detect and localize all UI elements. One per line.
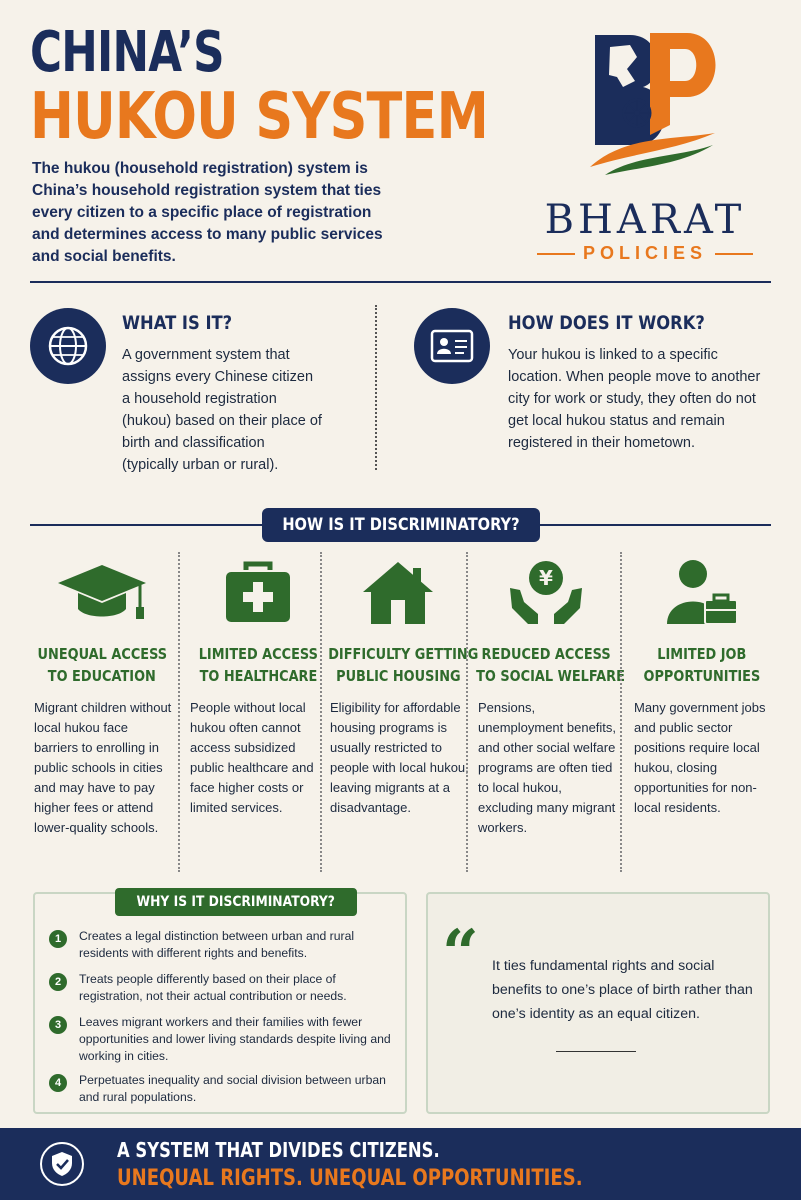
healthcare-text: People without local hukou often cannot access subsidized public healthcare and face higher costs or limited services. [190, 700, 314, 815]
education-column [26, 555, 178, 875]
bp-logo-mark-icon [575, 25, 725, 175]
jobs-title-l1: LIMITED JOB [657, 645, 747, 663]
how-does-it-work-section [414, 300, 774, 470]
shield-check-icon [40, 1142, 84, 1186]
graduation-cap-svg [56, 561, 148, 625]
why-text: Treats people differently based on their place of registration, not their actual contribution or needs. [79, 972, 347, 1003]
column-divider-1 [178, 552, 180, 872]
id-card-icon-svg [430, 329, 474, 363]
welfare-title [464, 643, 628, 687]
welfare-column [470, 555, 625, 875]
globe-icon [30, 308, 106, 384]
quote-mark-icon: “ [442, 916, 479, 991]
jobs-text: Many government jobs and public sector positions require local hukou, closing opportunities for non-local residents. [634, 700, 766, 815]
welfare-title-l1: REDUCED ACCESS [481, 645, 611, 663]
why-number: 1 [49, 930, 67, 948]
why-number: 4 [49, 1074, 67, 1092]
person-briefcase-icon [626, 555, 778, 630]
globe-icon-svg [46, 324, 90, 368]
house-icon [322, 555, 474, 630]
logo-sub-line-right [715, 253, 753, 255]
logo-wordmark: BHARAT [544, 197, 746, 243]
healthcare-title-l2: TO HEALTHCARE [199, 667, 317, 685]
footer-banner [0, 1128, 801, 1200]
graduation-cap-icon [26, 555, 178, 630]
header [0, 0, 801, 285]
why-text: Creates a legal distinction between urban and rural residents with different rights and benefits. [79, 929, 355, 960]
housing-column [322, 555, 479, 875]
medical-kit-icon [182, 555, 334, 630]
why-text: Perpetuates inequality and social division between urban and rural populations. [79, 1073, 386, 1104]
education-title [20, 643, 184, 687]
jobs-title-l2: OPPORTUNITIES [643, 667, 761, 685]
housing-title-l2: PUBLIC HOUSING [335, 667, 461, 685]
education-title-l2: TO EDUCATION [47, 667, 157, 685]
why-discriminatory-heading [115, 888, 357, 916]
logo-sub-line-left [537, 253, 575, 255]
title-line-1: CHINA’S [30, 20, 224, 85]
healthcare-column [182, 555, 334, 875]
quote-text: It ties fundamental rights and social benefits to one’s place of birth rather than one’s identity as an equal citizen. [492, 958, 753, 1022]
education-text: Migrant children without local hukou face barriers to enrolling in public schools in cities and may have to pay higher fees or attend lower-quality schools. [34, 700, 172, 835]
footer-line-2: UNEQUAL RIGHTS. UNEQUAL OPPORTUNITIES. [117, 1166, 583, 1191]
why-number: 2 [49, 973, 67, 991]
how-text: Your hukou is linked to a specific location. When people move to another city for work or study, they often do not get local hukou status and remain registered in their hometown. [508, 347, 761, 451]
education-title-l1: UNEQUAL ACCESS [37, 645, 167, 663]
shield-check-svg [50, 1151, 74, 1177]
what-text: A government system that assigns every Chinese citizen a household registration (hukou) based on their place of birth and classification (typically urban or rural). [122, 347, 322, 473]
yen-hands-icon [470, 555, 622, 630]
svg-text:¥: ¥ [539, 565, 553, 590]
footer-line-1: A SYSTEM THAT DIVIDES CITIZENS. [117, 1138, 440, 1162]
title-line-2: HUKOU SYSTEM [30, 80, 488, 154]
why-title: WHY IS IT DISCRIMINATORY? [136, 894, 336, 910]
why-number: 3 [49, 1016, 67, 1034]
welfare-title-l2: TO SOCIAL WELFARE [476, 667, 625, 685]
intro-text: The hukou (household registration) system is China’s household registration system that ties every citizen to a specific place of registration and determines access to many public services and social benefits. [32, 160, 383, 265]
jobs-title [620, 643, 784, 687]
housing-text: Eligibility for affordable housing programs is usually restricted to people with local hukou, leaving migrants at a disadvantage. [330, 700, 469, 815]
yen-hands-svg [506, 558, 586, 628]
medical-kit-svg [222, 560, 294, 626]
jobs-column [626, 555, 778, 875]
person-briefcase-svg [665, 558, 739, 628]
logo-subtitle [520, 243, 770, 264]
quote-box [426, 892, 770, 1114]
logo-sub-text: POLICIES [582, 243, 707, 263]
healthcare-title-l1: LIMITED ACCESS [198, 645, 318, 663]
id-card-icon [414, 308, 490, 384]
housing-title-l1: DIFFICULTY GETTING [328, 645, 479, 663]
why-discriminatory-box [33, 892, 407, 1114]
what-title: WHAT IS IT? [122, 312, 233, 334]
quote-divider [556, 1051, 636, 1052]
what-is-it-section [30, 300, 380, 473]
how-title: HOW DOES IT WORK? [508, 312, 705, 334]
column-divider-4 [620, 552, 622, 872]
why-text: Leaves migrant workers and their families with fewer opportunities and lower living standards despite living and working in cities. [79, 1015, 391, 1063]
house-svg [361, 560, 435, 626]
bharat-policies-logo [520, 25, 770, 263]
what-how-divider [375, 305, 377, 470]
how-discriminatory-title: HOW IS IT DISCRIMINATORY? [282, 515, 520, 535]
header-divider [30, 281, 771, 283]
column-divider-3 [466, 552, 468, 872]
how-discriminatory-heading [262, 508, 540, 542]
welfare-text: Pensions, unemployment benefits, and other social welfare programs are often tied to local hukou, excluding many migrant workers. [478, 700, 617, 835]
housing-title [316, 643, 480, 687]
